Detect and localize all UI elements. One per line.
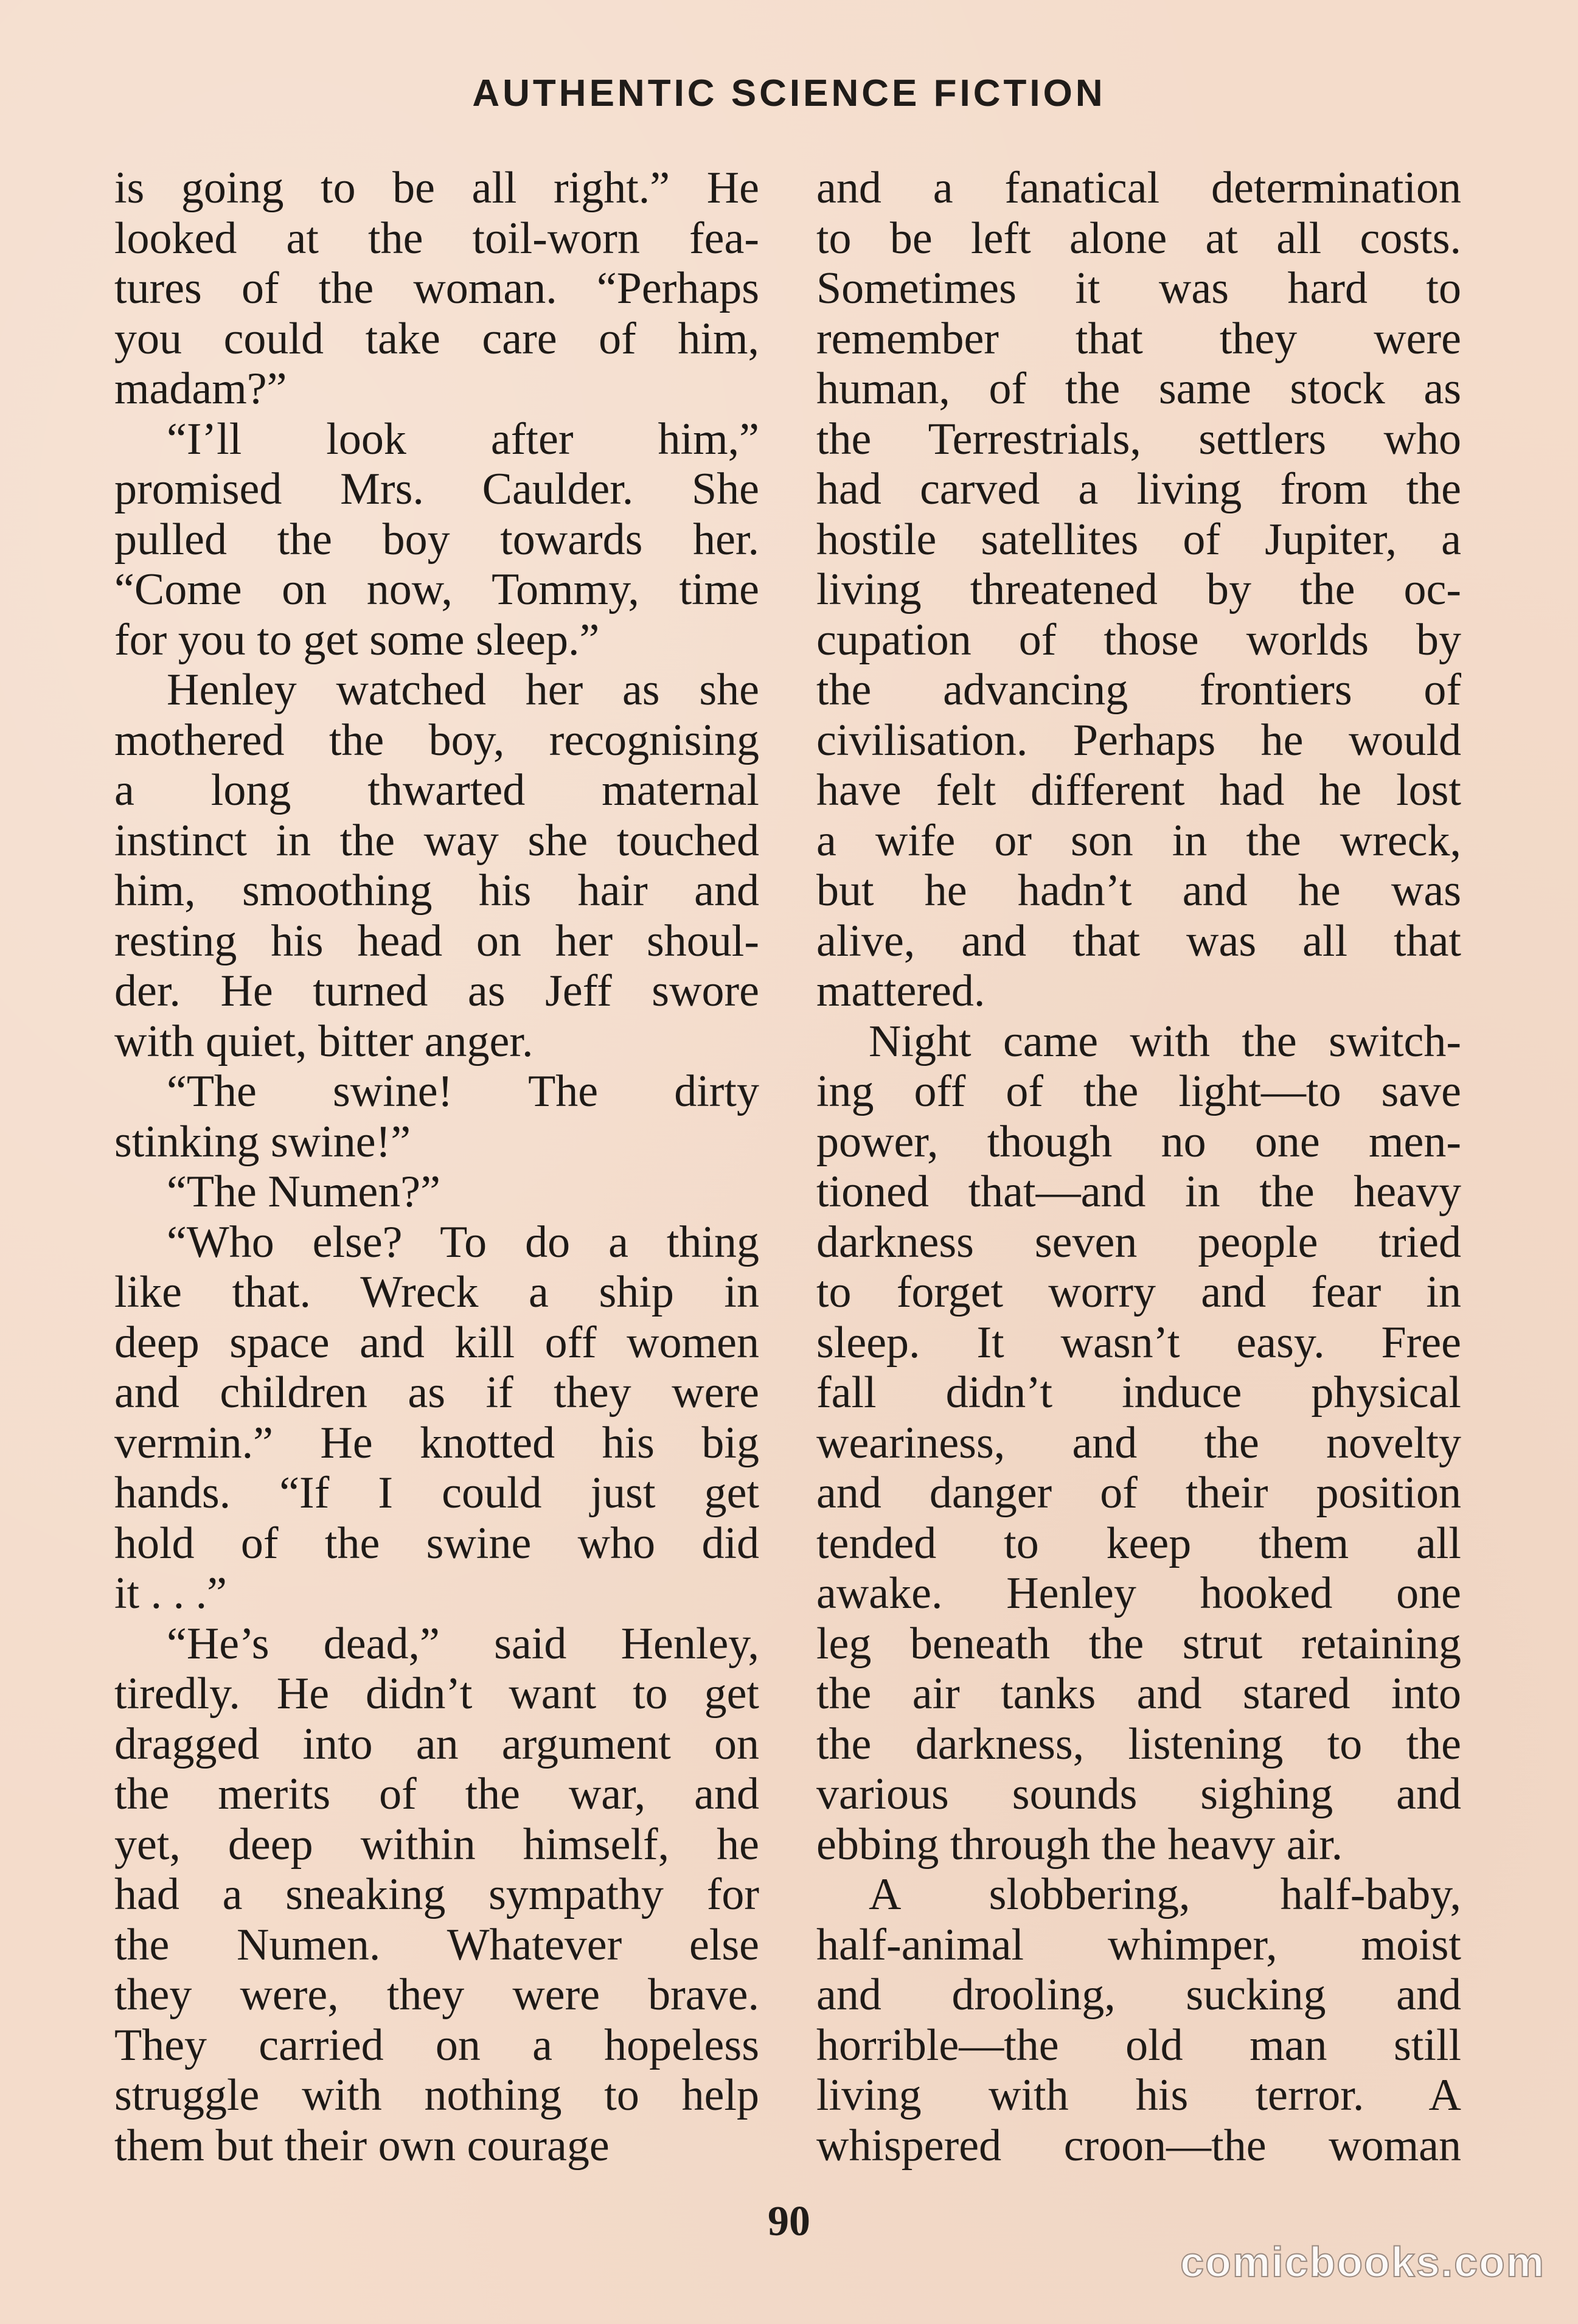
text-line: and a fanatical determination bbox=[816, 163, 1461, 213]
text-line: yet, deep within himself, he bbox=[114, 1819, 759, 1870]
text-line: pulled the boy towards her. bbox=[114, 514, 759, 565]
text-line: hostile satellites of Jupiter, a bbox=[816, 514, 1461, 565]
text-line: half-animal whimper, moist bbox=[816, 1919, 1461, 1970]
text-line: fall didn’t induce physical bbox=[816, 1368, 1461, 1418]
text-line: them but their own courage bbox=[114, 2120, 610, 2171]
text-line: “I’ll look after him,” bbox=[167, 414, 759, 464]
text-line: with quiet, bitter anger. bbox=[114, 1016, 534, 1066]
text-line: the advancing frontiers of bbox=[816, 665, 1461, 715]
text-line: various sounds sighing and bbox=[816, 1769, 1461, 1819]
text-line: mattered. bbox=[816, 966, 985, 1016]
text-line: hold of the swine who did bbox=[114, 1518, 759, 1568]
text-line: and children as if they were bbox=[114, 1368, 759, 1418]
text-line: weariness, and the novelty bbox=[816, 1418, 1461, 1468]
text-line: looked at the toil-worn fea- bbox=[114, 213, 759, 263]
text-line: living threatened by the oc- bbox=[816, 565, 1461, 614]
text-line: madam?” bbox=[114, 364, 287, 414]
text-line: “He’s dead,” said Henley, bbox=[167, 1618, 759, 1669]
text-line: the darkness, listening to the bbox=[816, 1719, 1461, 1769]
text-line: remember that they were bbox=[816, 313, 1461, 364]
text-line: instinct in the way she touched bbox=[114, 815, 759, 866]
page-number: 90 bbox=[768, 2198, 810, 2245]
text-line: the Numen. Whatever else bbox=[114, 1919, 759, 1970]
text-line: for you to get some sleep.” bbox=[114, 614, 600, 665]
text-line: to be left alone at all costs. bbox=[816, 213, 1461, 263]
watermark: comicbooks.com bbox=[1180, 2238, 1545, 2286]
text-line: “The Numen?” bbox=[167, 1167, 440, 1217]
text-line: struggle with nothing to help bbox=[114, 2070, 759, 2120]
text-line: a long thwarted maternal bbox=[114, 765, 759, 815]
text-line: dragged into an argument on bbox=[114, 1719, 759, 1769]
text-line: to forget worry and fear in bbox=[816, 1267, 1461, 1317]
text-line: is going to be all right.” He bbox=[114, 163, 759, 213]
text-line: you could take care of him, bbox=[114, 313, 759, 364]
text-line: der. He turned as Jeff swore bbox=[114, 966, 759, 1016]
text-line: Night came with the switch- bbox=[869, 1016, 1461, 1066]
text-line: like that. Wreck a ship in bbox=[114, 1267, 759, 1317]
text-line: power, though no one men- bbox=[816, 1116, 1461, 1167]
text-line: the merits of the war, and bbox=[114, 1769, 759, 1819]
text-line: him, smoothing his hair and bbox=[114, 866, 759, 916]
text-line: A slobbering, half-baby, bbox=[869, 1870, 1461, 1919]
running-header: AUTHENTIC SCIENCE FICTION bbox=[472, 72, 1106, 114]
text-line: civilisation. Perhaps he would bbox=[816, 715, 1461, 765]
text-line: cupation of those worlds by bbox=[816, 614, 1461, 665]
text-line: whispered croon—the woman bbox=[816, 2120, 1461, 2171]
text-line: hands. “If I could just get bbox=[114, 1468, 759, 1518]
text-line: a wife or son in the wreck, bbox=[816, 815, 1461, 866]
text-line: had carved a living from the bbox=[816, 464, 1461, 514]
text-line: and drooling, sucking and bbox=[816, 1970, 1461, 2020]
text-line: stinking swine!” bbox=[114, 1116, 411, 1167]
text-line: they were, they were brave. bbox=[114, 1970, 759, 2020]
text-line: awake. Henley hooked one bbox=[816, 1568, 1461, 1618]
text-line: ebbing through the heavy air. bbox=[816, 1819, 1343, 1870]
text-line: “The swine! The dirty bbox=[167, 1066, 759, 1116]
text-column-left bbox=[114, 163, 759, 2171]
text-line: resting his head on her shoul- bbox=[114, 916, 759, 966]
text-line: it . . .” bbox=[114, 1568, 227, 1618]
text-line: tures of the woman. “Perhaps bbox=[114, 263, 759, 313]
text-column-right bbox=[816, 163, 1461, 2171]
text-line: sleep. It wasn’t easy. Free bbox=[816, 1317, 1461, 1368]
text-line: Henley watched her as she bbox=[167, 665, 759, 715]
text-line: had a sneaking sympathy for bbox=[114, 1870, 759, 1919]
text-line: deep space and kill off women bbox=[114, 1317, 759, 1368]
text-line: living with his terror. A bbox=[816, 2070, 1461, 2120]
text-line: leg beneath the strut retaining bbox=[816, 1618, 1461, 1669]
text-line: “Who else? To do a thing bbox=[167, 1217, 759, 1267]
text-line: human, of the same stock as bbox=[816, 364, 1461, 414]
text-line: Sometimes it was hard to bbox=[816, 263, 1461, 313]
text-line: but he hadn’t and he was bbox=[816, 866, 1461, 916]
text-line: promised Mrs. Caulder. She bbox=[114, 464, 759, 514]
text-line: tended to keep them all bbox=[816, 1518, 1461, 1568]
text-line: “Come on now, Tommy, time bbox=[114, 565, 759, 614]
text-line: alive, and that was all that bbox=[816, 916, 1461, 966]
text-line: the air tanks and stared into bbox=[816, 1669, 1461, 1719]
text-line: They carried on a hopeless bbox=[114, 2020, 759, 2070]
text-line: the Terrestrials, settlers who bbox=[816, 414, 1461, 464]
text-line: darkness seven people tried bbox=[816, 1217, 1461, 1267]
text-line: vermin.” He knotted his big bbox=[114, 1418, 759, 1468]
text-line: and danger of their position bbox=[816, 1468, 1461, 1518]
text-line: have felt different had he lost bbox=[816, 765, 1461, 815]
text-line: tioned that—and in the heavy bbox=[816, 1167, 1461, 1217]
text-line: tiredly. He didn’t want to get bbox=[114, 1669, 759, 1719]
text-line: mothered the boy, recognising bbox=[114, 715, 759, 765]
text-line: horrible—the old man still bbox=[816, 2020, 1461, 2070]
text-line: ing off of the light—to save bbox=[816, 1066, 1461, 1116]
